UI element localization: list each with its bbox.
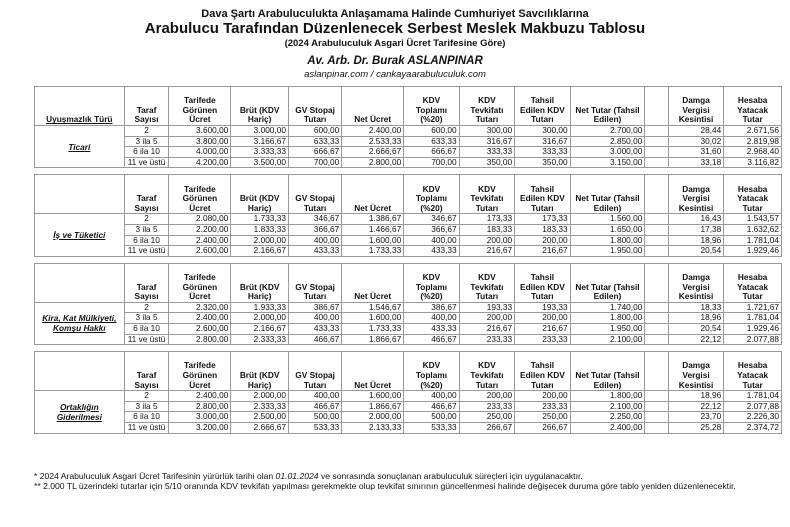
table-cell: 20,54: [668, 246, 723, 257]
column-header: GV Stopaj Tutarı: [288, 175, 341, 214]
column-header-row: [35, 175, 782, 214]
table-cell: 22,12: [668, 334, 723, 345]
column-header: Taraf Sayısı: [124, 263, 169, 302]
uyusmazlik-turu-header: [35, 352, 125, 391]
column-header: Damga Vergisi Kesintisi: [668, 175, 723, 214]
table-cell: 400,00: [288, 313, 341, 324]
table-cell: [645, 302, 668, 313]
table-cell: 3.000,00: [570, 147, 645, 158]
table-cell: 316,67: [459, 136, 514, 147]
table-cell: 2.077,88: [724, 401, 782, 412]
column-header: [645, 175, 668, 214]
column-header: Damga Vergisi Kesintisi: [668, 352, 723, 391]
table-cell: 400,00: [404, 235, 459, 246]
column-header: Tarifede Görünen Ücret: [169, 175, 231, 214]
table-row: [35, 235, 782, 246]
table-cell: [645, 136, 668, 147]
column-header: KDV Toplamı (%20): [404, 175, 459, 214]
table-cell: 183,33: [515, 224, 570, 235]
table-cell: 500,00: [288, 412, 341, 423]
table-cell: [645, 391, 668, 402]
dispute-type-label: İş ve Tüketici: [35, 214, 125, 256]
table-cell: 2.226,30: [724, 412, 782, 423]
table-cell: 173,33: [515, 214, 570, 225]
footnote-2: ** 2.000 TL üzerindeki tutarlar için 5/10 oranında KDV tevkifatı yapılması gerekmekte olup tevkifat sınırının güncellenmesi halinde değişecek duruma göre tablo yeniden düzenlenecektir.: [34, 481, 736, 491]
column-header: Damga Vergisi Kesintisi: [668, 263, 723, 302]
table-cell: 333,33: [459, 147, 514, 158]
table-cell: 533,33: [404, 422, 459, 433]
table-cell: 2.500,00: [231, 412, 289, 423]
column-header-row: [35, 87, 782, 126]
table-cell: 183,33: [459, 224, 514, 235]
table-cell: 16,43: [668, 214, 723, 225]
table-cell: [645, 157, 668, 168]
table-cell: 2.133,33: [342, 422, 404, 433]
table-cell: 2: [124, 126, 169, 137]
table-cell: 200,00: [459, 235, 514, 246]
table-cell: 18,96: [668, 313, 723, 324]
table-cell: 193,33: [515, 302, 570, 313]
table-row: [35, 126, 782, 137]
table-cell: 30,02: [668, 136, 723, 147]
uyusmazlik-turu-header: [35, 263, 125, 302]
table-row: [35, 412, 782, 423]
section-gap: [35, 168, 782, 175]
column-header: Net Ücret: [342, 175, 404, 214]
website-links: aslanpinar.com / cankayaarabuluculuk.com: [304, 69, 486, 80]
uyusmazlik-turu-header: [35, 175, 125, 214]
table-cell: 3.166,67: [231, 136, 289, 147]
table-cell: 1.543,57: [724, 214, 782, 225]
column-header: Damga Vergisi Kesintisi: [668, 87, 723, 126]
table-cell: [645, 224, 668, 235]
table-cell: 3 ila 5: [124, 224, 169, 235]
table-cell: 533,33: [288, 422, 341, 433]
column-header: Tarifede Görünen Ücret: [169, 352, 231, 391]
column-header-row: [35, 352, 782, 391]
table-cell: 386,67: [288, 302, 341, 313]
table-cell: 1.466,67: [342, 224, 404, 235]
table-cell: 316,67: [515, 136, 570, 147]
table-cell: 2.333,33: [231, 401, 289, 412]
table-cell: 6 ila 10: [124, 412, 169, 423]
section-gap-cell: [35, 345, 782, 352]
table-cell: 3 ila 5: [124, 136, 169, 147]
table-row: [35, 391, 782, 402]
table-cell: 193,33: [459, 302, 514, 313]
column-header: KDV Tevkifatı Tutarı: [459, 263, 514, 302]
table-cell: 1.560,00: [570, 214, 645, 225]
column-header: Tahsil Edilen KDV Tutarı: [515, 352, 570, 391]
table-cell: 633,33: [288, 136, 341, 147]
table-cell: 2.320,00: [169, 302, 231, 313]
column-header: [645, 87, 668, 126]
table-cell: 666,67: [288, 147, 341, 158]
table-cell: 11 ve üstü: [124, 334, 169, 345]
table-cell: 1.800,00: [570, 391, 645, 402]
column-header: [645, 263, 668, 302]
section-gap: [35, 256, 782, 263]
table-cell: 2.250,00: [570, 412, 645, 423]
table-cell: 2.000,00: [231, 313, 289, 324]
column-header: KDV Toplamı (%20): [404, 352, 459, 391]
table-cell: [645, 313, 668, 324]
table-cell: 216,67: [515, 246, 570, 257]
column-header: Brüt (KDV Hariç): [231, 352, 289, 391]
table-cell: 2.600,00: [169, 246, 231, 257]
table-cell: 600,00: [404, 126, 459, 137]
table-cell: 2.077,88: [724, 334, 782, 345]
table-cell: [645, 147, 668, 158]
column-header: KDV Toplamı (%20): [404, 87, 459, 126]
table-cell: 233,33: [515, 401, 570, 412]
table-cell: 216,67: [459, 323, 514, 334]
table-cell: 200,00: [515, 235, 570, 246]
table-cell: 173,33: [459, 214, 514, 225]
table-row: [35, 302, 782, 313]
table-cell: 250,00: [515, 412, 570, 423]
table-row: [35, 422, 782, 433]
table-row: [35, 157, 782, 168]
table-cell: 466,67: [288, 401, 341, 412]
table-cell: 17,38: [668, 224, 723, 235]
table-cell: [645, 235, 668, 246]
page-subtitle: (2024 Arabuluculuk Asgari Ücret Tarifesine Göre): [284, 38, 506, 49]
table-cell: 2.800,00: [169, 334, 231, 345]
table-cell: 2.100,00: [570, 401, 645, 412]
dispute-type-label: Ticari: [35, 126, 125, 168]
table-cell: 2.819,98: [724, 136, 782, 147]
table-cell: 433,33: [404, 323, 459, 334]
table-cell: 18,96: [668, 391, 723, 402]
column-header-row: [35, 263, 782, 302]
table-cell: 233,33: [459, 334, 514, 345]
table-cell: 1.600,00: [342, 313, 404, 324]
table-cell: 2.968,40: [724, 147, 782, 158]
table-cell: 2.333,33: [231, 334, 289, 345]
table-cell: 2.100,00: [570, 334, 645, 345]
table-cell: [645, 422, 668, 433]
table-row: [35, 323, 782, 334]
table-cell: 2: [124, 302, 169, 313]
table-cell: 350,00: [459, 157, 514, 168]
table-cell: 2: [124, 214, 169, 225]
table-row: [35, 136, 782, 147]
table-cell: 1.929,46: [724, 323, 782, 334]
dispute-type-label: Ortaklığın Giderilmesi: [35, 391, 125, 433]
table-cell: [645, 334, 668, 345]
table-cell: 3.000,00: [231, 126, 289, 137]
table-cell: 2.533,33: [342, 136, 404, 147]
footnote-1-text: * 2024 Arabuluculuk Asgari Ücret Tarifesinin yürürlük tarihi olan: [34, 471, 276, 481]
table-cell: 2.666,67: [342, 147, 404, 158]
table-row: [35, 313, 782, 324]
table-cell: 3.600,00: [169, 126, 231, 137]
footnote-1-text-end: ve sonrasında sonuçlanan arabuluculuk süreçleri için uygulanacaktır.: [318, 471, 583, 481]
table-cell: 2.000,00: [231, 235, 289, 246]
table-cell: 433,33: [404, 246, 459, 257]
column-header: Hesaba Yatacak Tutar: [724, 352, 782, 391]
table-cell: 2.400,00: [169, 313, 231, 324]
table-cell: 2.000,00: [342, 412, 404, 423]
table-cell: 1.781,04: [724, 391, 782, 402]
table-cell: 300,00: [459, 126, 514, 137]
table-cell: 700,00: [288, 157, 341, 168]
column-header: GV Stopaj Tutarı: [288, 352, 341, 391]
table-cell: 1.740,00: [570, 302, 645, 313]
column-header: Net Ücret: [342, 87, 404, 126]
table-cell: 3.333,33: [231, 147, 289, 158]
header-line: Dava Şartı Arabuluculukta Anlaşamama Halinde Cumhuriyet Savcılıklarına: [201, 8, 589, 20]
table-cell: 3.150,00: [570, 157, 645, 168]
table-cell: 2.080,00: [169, 214, 231, 225]
table-cell: 20,54: [668, 323, 723, 334]
table-cell: 666,67: [404, 147, 459, 158]
table-cell: 1.600,00: [342, 235, 404, 246]
table-cell: 2.166,67: [231, 246, 289, 257]
table-cell: 2.800,00: [342, 157, 404, 168]
table-cell: 1.650,00: [570, 224, 645, 235]
table-cell: 3.500,00: [231, 157, 289, 168]
table-cell: 2.374,72: [724, 422, 782, 433]
table-cell: 233,33: [459, 401, 514, 412]
table-cell: 466,67: [404, 401, 459, 412]
column-header: KDV Toplamı (%20): [404, 263, 459, 302]
table-cell: 1.733,33: [342, 323, 404, 334]
table-cell: 1.950,00: [570, 246, 645, 257]
table-cell: 633,33: [404, 136, 459, 147]
fee-table: [34, 86, 782, 434]
table-row: [35, 147, 782, 158]
table-cell: 2.400,00: [169, 391, 231, 402]
table-cell: 2.671,56: [724, 126, 782, 137]
table-cell: 2.600,00: [169, 323, 231, 334]
uyusmazlik-turu-header: Uyuşmazlık Türü: [35, 87, 125, 126]
table-cell: 300,00: [515, 126, 570, 137]
table-cell: [645, 401, 668, 412]
table-cell: 1.386,67: [342, 214, 404, 225]
table-cell: 233,33: [515, 334, 570, 345]
table-cell: 346,67: [288, 214, 341, 225]
table-cell: 3.116,82: [724, 157, 782, 168]
table-cell: [645, 323, 668, 334]
table-cell: 3.800,00: [169, 136, 231, 147]
table-cell: 2.400,00: [342, 126, 404, 137]
column-header: Brüt (KDV Hariç): [231, 263, 289, 302]
table-cell: 2.800,00: [169, 401, 231, 412]
table-cell: [645, 412, 668, 423]
column-header: GV Stopaj Tutarı: [288, 263, 341, 302]
table-cell: 400,00: [288, 235, 341, 246]
table-cell: 4.200,00: [169, 157, 231, 168]
section-gap-cell: [35, 256, 782, 263]
column-header: Net Tutar (Tahsil Edilen): [570, 175, 645, 214]
table-cell: 266,67: [459, 422, 514, 433]
table-cell: 366,67: [288, 224, 341, 235]
table-cell: 1.733,33: [342, 246, 404, 257]
table-cell: 1.929,46: [724, 246, 782, 257]
column-header: KDV Tevkifatı Tutarı: [459, 352, 514, 391]
table-cell: 6 ila 10: [124, 323, 169, 334]
table-cell: 6 ila 10: [124, 147, 169, 158]
column-header: KDV Tevkifatı Tutarı: [459, 87, 514, 126]
footnote-1: [34, 471, 784, 481]
table-cell: 2.200,00: [169, 224, 231, 235]
table-cell: 600,00: [288, 126, 341, 137]
table-cell: 1.781,04: [724, 313, 782, 324]
table-cell: 400,00: [404, 391, 459, 402]
column-header: Net Ücret: [342, 352, 404, 391]
table-cell: 1.721,67: [724, 302, 782, 313]
table-cell: 11 ve üstü: [124, 422, 169, 433]
table-cell: 25,28: [668, 422, 723, 433]
table-cell: 3.000,00: [169, 412, 231, 423]
table-cell: 466,67: [288, 334, 341, 345]
table-cell: 31,60: [668, 147, 723, 158]
table-cell: 400,00: [404, 313, 459, 324]
column-header: Net Tutar (Tahsil Edilen): [570, 263, 645, 302]
table-cell: 216,67: [515, 323, 570, 334]
table-cell: [645, 214, 668, 225]
table-cell: 23,70: [668, 412, 723, 423]
table-cell: 33,18: [668, 157, 723, 168]
table-row: [35, 224, 782, 235]
table-cell: 1.733,33: [231, 214, 289, 225]
table-cell: 216,67: [459, 246, 514, 257]
column-header: Brüt (KDV Hariç): [231, 175, 289, 214]
table-cell: 1.632,62: [724, 224, 782, 235]
column-header: Net Tutar (Tahsil Edilen): [570, 87, 645, 126]
table-cell: 2.666,67: [231, 422, 289, 433]
table-cell: 250,00: [459, 412, 514, 423]
column-header: Taraf Sayısı: [124, 352, 169, 391]
table-cell: 400,00: [288, 391, 341, 402]
table-cell: 6 ila 10: [124, 235, 169, 246]
column-header: Hesaba Yatacak Tutar: [724, 87, 782, 126]
table-cell: 1.866,67: [342, 334, 404, 345]
table-cell: 350,00: [515, 157, 570, 168]
table-row: [35, 401, 782, 412]
table-cell: 1.546,67: [342, 302, 404, 313]
table-row: [35, 334, 782, 345]
column-header: Tarifede Görünen Ücret: [169, 263, 231, 302]
column-header: KDV Tevkifatı Tutarı: [459, 175, 514, 214]
table-cell: 200,00: [515, 313, 570, 324]
table-cell: 2.400,00: [570, 422, 645, 433]
column-header: Brüt (KDV Hariç): [231, 87, 289, 126]
table-cell: 500,00: [404, 412, 459, 423]
column-header: Tarifede Görünen Ücret: [169, 87, 231, 126]
column-header: Hesaba Yatacak Tutar: [724, 263, 782, 302]
table-cell: 2.166,67: [231, 323, 289, 334]
table-cell: 1.866,67: [342, 401, 404, 412]
table-cell: 2: [124, 391, 169, 402]
table-cell: 11 ve üstü: [124, 157, 169, 168]
table-cell: 200,00: [459, 313, 514, 324]
column-header: Tahsil Edilen KDV Tutarı: [515, 175, 570, 214]
column-header: Taraf Sayısı: [124, 87, 169, 126]
table-cell: 11 ve üstü: [124, 246, 169, 257]
section-gap: [35, 345, 782, 352]
column-header: Taraf Sayısı: [124, 175, 169, 214]
table-cell: 2.850,00: [570, 136, 645, 147]
table-cell: [645, 246, 668, 257]
table-cell: 1.800,00: [570, 313, 645, 324]
dispute-type-label: Kira, Kat Mülkiyeti, Komşu Hakkı: [35, 302, 125, 344]
table-cell: 1.600,00: [342, 391, 404, 402]
table-cell: 2.000,00: [231, 391, 289, 402]
table-cell: 266,67: [515, 422, 570, 433]
table-cell: 333,33: [515, 147, 570, 158]
section-gap-cell: [35, 168, 782, 175]
table-cell: 346,67: [404, 214, 459, 225]
table-cell: 700,00: [404, 157, 459, 168]
table-cell: 28,44: [668, 126, 723, 137]
table-cell: 1.781,04: [724, 235, 782, 246]
table-cell: 3.200,00: [169, 422, 231, 433]
table-cell: 3 ila 5: [124, 401, 169, 412]
table-cell: 1.950,00: [570, 323, 645, 334]
column-header: Tahsil Edilen KDV Tutarı: [515, 87, 570, 126]
table-cell: 2.400,00: [169, 235, 231, 246]
table-cell: 22,12: [668, 401, 723, 412]
column-header: Net Tutar (Tahsil Edilen): [570, 352, 645, 391]
table-cell: 386,67: [404, 302, 459, 313]
table-cell: 200,00: [515, 391, 570, 402]
column-header: [645, 352, 668, 391]
table-cell: 433,33: [288, 246, 341, 257]
table-cell: 3 ila 5: [124, 313, 169, 324]
page-title: Arabulucu Tarafından Düzenlenecek Serbest Meslek Makbuzu Tablosu: [144, 20, 646, 37]
table-cell: 18,33: [668, 302, 723, 313]
table-cell: 1.800,00: [570, 235, 645, 246]
table-cell: 2.700,00: [570, 126, 645, 137]
table-cell: 366,67: [404, 224, 459, 235]
footnote-1-date: 01.01.2024: [275, 471, 319, 481]
column-header: Hesaba Yatacak Tutar: [724, 175, 782, 214]
footnotes: [34, 471, 784, 491]
table-row: [35, 214, 782, 225]
author-name: Av. Arb. Dr. Burak ASLANPINAR: [307, 55, 483, 67]
table-cell: 4.000,00: [169, 147, 231, 158]
table-cell: 1.833,33: [231, 224, 289, 235]
table-cell: 200,00: [459, 391, 514, 402]
table-cell: [645, 126, 668, 137]
table-cell: 1.933,33: [231, 302, 289, 313]
table-row: [35, 246, 782, 257]
column-header: Tahsil Edilen KDV Tutarı: [515, 263, 570, 302]
table-cell: 18,96: [668, 235, 723, 246]
table-cell: 466,67: [404, 334, 459, 345]
column-header: GV Stopaj Tutarı: [288, 87, 341, 126]
column-header: Net Ücret: [342, 263, 404, 302]
table-cell: 433,33: [288, 323, 341, 334]
